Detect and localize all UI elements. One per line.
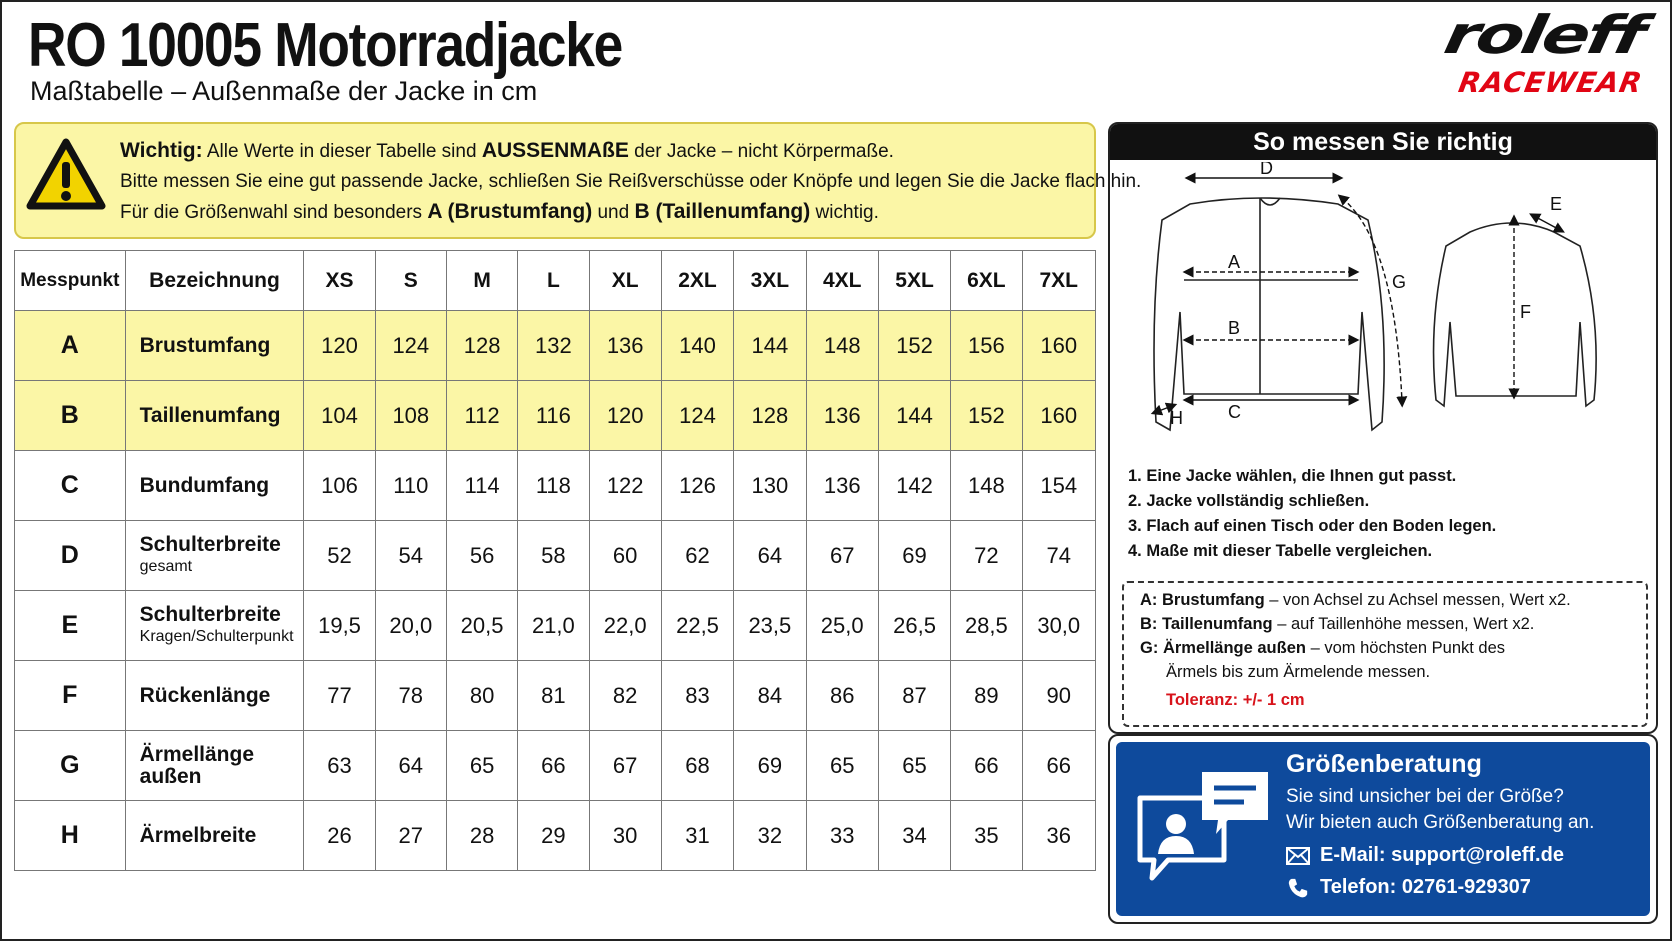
note-item: B: Taillenumfang – auf Taillenhöhe messen, Wert x2. [1140, 615, 1535, 633]
measure-point-letter: G [15, 731, 126, 801]
size-value-cell: 81 [518, 661, 589, 731]
advice-title: Größenberatung [1286, 750, 1482, 778]
size-value-cell: 20,5 [446, 591, 517, 661]
notice-line3b: A (Brustumfang) [427, 200, 593, 223]
size-value-cell: 128 [446, 311, 517, 381]
tolerance-note: Toleranz: +/- 1 cm [1166, 691, 1305, 709]
brand-logo [1288, 4, 1648, 99]
size-value-cell: 144 [878, 381, 950, 451]
measure-name-sub: Kragen/Schulterpunkt [139, 627, 294, 645]
notice-line3e: wichtig. [815, 202, 879, 223]
size-value-cell: 25,0 [806, 591, 878, 661]
size-value-cell: 84 [734, 661, 806, 731]
measure-name [125, 591, 304, 661]
notice-line3a: Für die Größenwahl sind besonders [120, 202, 423, 223]
measure-name [125, 521, 304, 591]
size-value-cell: 62 [661, 521, 733, 591]
size-value-cell: 32 [734, 801, 806, 871]
column-header-messpunkt: Messpunkt [15, 251, 126, 311]
size-value-cell: 64 [375, 731, 446, 801]
size-value-cell: 104 [304, 381, 375, 451]
warning-triangle-icon [26, 138, 106, 210]
measure-name-sub: gesamt [139, 557, 193, 575]
size-value-cell: 142 [878, 451, 950, 521]
table-row [15, 661, 1096, 731]
size-value-cell: 35 [951, 801, 1022, 871]
measure-point-letter: E [15, 591, 126, 661]
column-header-size: S [375, 251, 446, 311]
size-value-cell: 78 [375, 661, 446, 731]
size-value-cell: 30,0 [1022, 591, 1096, 661]
column-header-size: M [446, 251, 517, 311]
size-value-cell: 89 [951, 661, 1022, 731]
size-value-cell: 66 [518, 731, 589, 801]
size-value-cell: 19,5 [304, 591, 375, 661]
phone-icon [1286, 877, 1310, 899]
size-value-cell: 118 [518, 451, 589, 521]
size-value-cell: 52 [304, 521, 375, 591]
size-value-cell: 28 [446, 801, 517, 871]
column-header-size: XL [589, 251, 661, 311]
measure-notes [1122, 581, 1648, 727]
notice-line1c: der Jacke – nicht Körpermaße. [634, 141, 894, 162]
phone-text: Telefon: 02761-929307 [1320, 876, 1531, 898]
size-value-cell: 65 [806, 731, 878, 801]
measure-point-letter: D [15, 521, 126, 591]
notice-line3d: B (Taillenumfang) [634, 200, 811, 223]
size-value-cell: 128 [734, 381, 806, 451]
email-text: E-Mail: support@roleff.de [1320, 844, 1564, 866]
size-value-cell: 36 [1022, 801, 1096, 871]
diagram-label-f: F [1520, 302, 1531, 322]
table-row [15, 311, 1096, 381]
column-header-size: XS [304, 251, 375, 311]
size-value-cell: 72 [951, 521, 1022, 591]
diagram-label-h: H [1170, 408, 1183, 428]
size-value-cell: 26 [304, 801, 375, 871]
diagram-label-d: D [1260, 162, 1273, 178]
size-value-cell: 116 [518, 381, 589, 451]
table-row [15, 381, 1096, 451]
note-item: G: Ärmellänge außen – vom höchsten Punkt des [1140, 639, 1506, 657]
size-value-cell: 77 [304, 661, 375, 731]
table-row [15, 591, 1096, 661]
chat-support-icon [1132, 768, 1272, 888]
size-value-cell: 136 [589, 311, 661, 381]
size-value-cell: 160 [1022, 381, 1096, 451]
size-value-cell: 65 [878, 731, 950, 801]
size-value-cell: 23,5 [734, 591, 806, 661]
size-value-cell: 156 [951, 311, 1022, 381]
size-value-cell: 152 [951, 381, 1022, 451]
size-value-cell: 67 [589, 731, 661, 801]
size-advice-box [1108, 734, 1658, 924]
size-value-cell: 136 [806, 451, 878, 521]
measure-point-letter: B [15, 381, 126, 451]
size-value-cell: 60 [589, 521, 661, 591]
size-value-cell: 66 [951, 731, 1022, 801]
diagram-label-b: B [1228, 318, 1241, 338]
notice-text [120, 136, 1141, 228]
size-value-cell: 120 [304, 311, 375, 381]
size-value-cell: 30 [589, 801, 661, 871]
size-value-cell: 122 [589, 451, 661, 521]
size-value-cell: 112 [446, 381, 517, 451]
diagram-label-a: A [1228, 252, 1241, 272]
page-title: RO 10005 Motorradjacke [28, 11, 622, 80]
measure-name [125, 381, 304, 451]
diagram-label-e: E [1550, 194, 1563, 214]
column-header-size: 2XL [661, 251, 733, 311]
size-value-cell: 87 [878, 661, 950, 731]
step-item: 3. Flach auf einen Tisch oder den Boden legen. [1128, 517, 1497, 535]
size-value-cell: 90 [1022, 661, 1096, 731]
logo-tagline: RACEWEAR [1455, 66, 1645, 99]
size-value-cell: 154 [1022, 451, 1096, 521]
measure-name-label: Taillenumfang [139, 403, 281, 427]
step-item: 2. Jacke vollständig schließen. [1128, 492, 1370, 510]
table-row [15, 801, 1096, 871]
size-value-cell: 56 [446, 521, 517, 591]
size-value-cell: 29 [518, 801, 589, 871]
measure-name-label: Bundumfang [139, 473, 270, 497]
size-value-cell: 26,5 [878, 591, 950, 661]
column-header-size: 4XL [806, 251, 878, 311]
size-value-cell: 106 [304, 451, 375, 521]
size-value-cell: 83 [661, 661, 733, 731]
important-notice [14, 122, 1142, 239]
column-header-bezeichnung: Bezeichnung [125, 251, 304, 311]
size-value-cell: 22,0 [589, 591, 661, 661]
measure-name-label: Ärmelbreite [139, 823, 257, 847]
phone-contact[interactable] [1286, 876, 1531, 899]
size-value-cell: 69 [878, 521, 950, 591]
size-value-cell: 132 [518, 311, 589, 381]
jacket-measure-diagram [1110, 162, 1658, 462]
measure-point-letter: A [15, 311, 126, 381]
column-header-size: L [518, 251, 589, 311]
diagram-label-g: G [1392, 272, 1407, 292]
step-item: 1. Eine Jacke wählen, die Ihnen gut passt. [1128, 467, 1457, 485]
table-row [15, 451, 1096, 521]
size-value-cell: 20,0 [375, 591, 446, 661]
column-header-size: 5XL [878, 251, 950, 311]
size-value-cell: 114 [446, 451, 517, 521]
size-value-cell: 54 [375, 521, 446, 591]
step-item: 4. Maße mit dieser Tabelle vergleichen. [1128, 542, 1433, 560]
notice-emphasis: AUSSENMAßE [481, 139, 629, 162]
page-subtitle: Maßtabelle – Außenmaße der Jacke in cm [30, 76, 538, 106]
notice-line3c: und [597, 202, 630, 223]
measure-name-label: Brustumfang [139, 333, 271, 357]
measure-name-label: Rückenlänge [139, 683, 271, 707]
measure-guide [1108, 122, 1658, 734]
advice-line2: Wir bieten auch Größenberatung an. [1286, 812, 1595, 833]
size-value-cell: 34 [878, 801, 950, 871]
size-value-cell: 120 [589, 381, 661, 451]
size-value-cell: 22,5 [661, 591, 733, 661]
size-value-cell: 148 [806, 311, 878, 381]
size-value-cell: 130 [734, 451, 806, 521]
size-value-cell: 86 [806, 661, 878, 731]
email-contact[interactable] [1286, 844, 1564, 867]
size-value-cell: 58 [518, 521, 589, 591]
logo-wordmark: roleff [1439, 4, 1648, 66]
table-row [15, 731, 1096, 801]
size-value-cell: 126 [661, 451, 733, 521]
size-value-cell: 82 [589, 661, 661, 731]
size-value-cell: 63 [304, 731, 375, 801]
mail-icon [1286, 847, 1310, 865]
measure-name [125, 801, 304, 871]
note-continuation: Ärmels bis zum Ärmelende messen. [1166, 663, 1431, 681]
size-value-cell: 124 [661, 381, 733, 451]
size-value-cell: 65 [446, 731, 517, 801]
diagram-label-c: C [1228, 402, 1241, 422]
size-value-cell: 74 [1022, 521, 1096, 591]
measure-point-letter: F [15, 661, 126, 731]
size-value-cell: 68 [661, 731, 733, 801]
size-value-cell: 108 [375, 381, 446, 451]
size-value-cell: 69 [734, 731, 806, 801]
size-value-cell: 66 [1022, 731, 1096, 801]
size-value-cell: 136 [806, 381, 878, 451]
measure-name-label: Schulterbreite [139, 532, 281, 556]
size-value-cell: 152 [878, 311, 950, 381]
table-header-row [15, 251, 1096, 311]
measure-name [125, 661, 304, 731]
size-value-cell: 144 [734, 311, 806, 381]
size-value-cell: 27 [375, 801, 446, 871]
column-header-size: 3XL [734, 251, 806, 311]
measure-steps [1128, 464, 1496, 564]
size-value-cell: 160 [1022, 311, 1096, 381]
size-table [14, 250, 1096, 871]
notice-label: Wichtig: [120, 139, 203, 162]
measure-name [125, 311, 304, 381]
size-value-cell: 140 [661, 311, 733, 381]
size-value-cell: 31 [661, 801, 733, 871]
advice-line1: Sie sind unsicher bei der Größe? [1286, 786, 1564, 807]
size-value-cell: 80 [446, 661, 517, 731]
column-header-size: 6XL [951, 251, 1022, 311]
measure-name [125, 731, 304, 801]
size-value-cell: 64 [734, 521, 806, 591]
size-value-cell: 67 [806, 521, 878, 591]
size-value-cell: 33 [806, 801, 878, 871]
size-value-cell: 21,0 [518, 591, 589, 661]
size-value-cell: 124 [375, 311, 446, 381]
jacket-front-drawing [1154, 198, 1384, 430]
size-value-cell: 148 [951, 451, 1022, 521]
note-item: A: Brustumfang – von Achsel zu Achsel messen, Wert x2. [1140, 591, 1571, 609]
measure-name-label: Schulterbreite [139, 602, 281, 626]
table-row [15, 521, 1096, 591]
column-header-size: 7XL [1022, 251, 1096, 311]
measure-point-letter: C [15, 451, 126, 521]
measure-name-label: Ärmellänge außen [139, 742, 255, 788]
measure-name [125, 451, 304, 521]
measure-guide-title: So messen Sie richtig [1110, 124, 1656, 160]
measure-point-letter: H [15, 801, 126, 871]
notice-line1a: Alle Werte in dieser Tabelle sind [206, 141, 477, 162]
size-value-cell: 28,5 [951, 591, 1022, 661]
notice-line2: Bitte messen Sie eine gut passende Jacke, schließen Sie Reißverschüsse oder Knöpfe und legen Sie die Jacke flach hin. [120, 171, 1142, 192]
jacket-back-drawing [1434, 223, 1597, 406]
size-value-cell: 110 [375, 451, 446, 521]
